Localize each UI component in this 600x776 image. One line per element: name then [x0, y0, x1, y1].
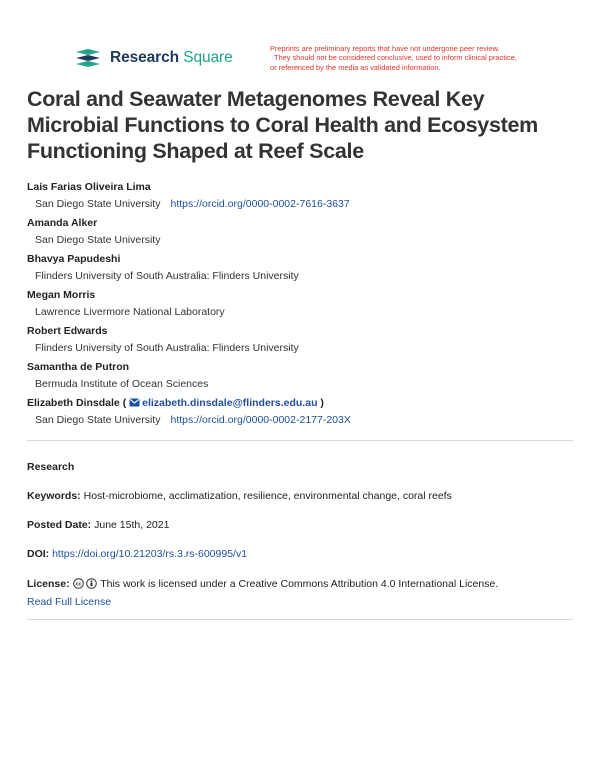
author-affiliation: Lawrence Livermore National Laboratory	[35, 306, 225, 318]
section-divider	[27, 619, 573, 620]
author-entry	[27, 360, 577, 396]
mail-icon	[129, 398, 140, 407]
author-entry	[27, 180, 577, 216]
posted-date: Posted Date: June 15th, 2021	[27, 519, 170, 531]
author-name: Elizabeth Dinsdale ( elizabeth.dinsdale@flinders.edu.au )	[27, 397, 324, 409]
author-name: Robert Edwards	[27, 325, 108, 337]
preprint-disclaimer: Preprints are preliminary reports that have not undergone peer review. They should not be considered conclusive, used to inform clinical practice, or referenced by the media as validated information.	[270, 44, 517, 72]
author-affiliation: San Diego State University https://orcid.org/0000-0002-2177-203X	[35, 414, 351, 426]
author-name: Laís Farias Oliveira Lima	[27, 181, 151, 193]
author-affiliation: San Diego State University	[35, 234, 161, 246]
svg-text:cc: cc	[74, 581, 82, 588]
research-square-logo-icon	[74, 47, 102, 69]
article-type: Research	[27, 461, 75, 473]
doi: DOI: https://doi.org/10.21203/rs.3.rs-600995/v1	[27, 548, 248, 560]
doi-link[interactable]: https://doi.org/10.21203/rs.3.rs-600995/v1	[52, 548, 248, 560]
author-name: Megan Morris	[27, 289, 96, 301]
author-entry	[27, 252, 577, 288]
author-entry	[27, 288, 577, 324]
orcid-link[interactable]: https://orcid.org/0000-0002-2177-203X	[170, 414, 351, 426]
author-entry	[27, 216, 577, 252]
license: License: cc This work is licensed under a Creative Commons Attribution 4.0 International License. Read Full License	[27, 578, 499, 608]
corresponding-email[interactable]: elizabeth.dinsdale@flinders.edu.au	[129, 397, 317, 409]
author-affiliation: Flinders University of South Australia: Flinders University	[35, 342, 299, 354]
page-header	[0, 0, 600, 80]
author-list	[27, 180, 577, 432]
creative-commons-icons	[73, 578, 98, 594]
author-entry	[27, 396, 577, 432]
author-entry	[27, 324, 577, 360]
cc-icon	[73, 578, 84, 589]
author-affiliation: Bermuda Institute of Ocean Sciences	[35, 378, 209, 390]
attribution-icon	[86, 578, 97, 589]
paper-title: Coral and Seawater Metagenomes Reveal Key Microbial Functions to Coral Health and Ecosystem Functioning Shaped at Reef Scale	[27, 87, 538, 163]
author-affiliation: Flinders University of South Australia: Flinders University	[35, 270, 299, 282]
keywords: Keywords: Host-microbiome, acclimatization, resilience, environmental change, coral reefs	[27, 490, 452, 502]
section-divider	[27, 440, 573, 441]
author-name: Amanda Alker	[27, 217, 98, 229]
orcid-link[interactable]: https://orcid.org/0000-0002-7616-3637	[170, 198, 350, 210]
author-name: Bhavya Papudeshi	[27, 253, 121, 265]
read-full-license-link[interactable]: Read Full License	[27, 596, 112, 608]
author-name: Samantha de Putron	[27, 361, 130, 373]
author-affiliation: San Diego State University https://orcid.org/0000-0002-7616-3637	[35, 198, 350, 210]
research-square-logo[interactable]	[74, 47, 233, 69]
brand-name: Research Square	[110, 49, 233, 66]
